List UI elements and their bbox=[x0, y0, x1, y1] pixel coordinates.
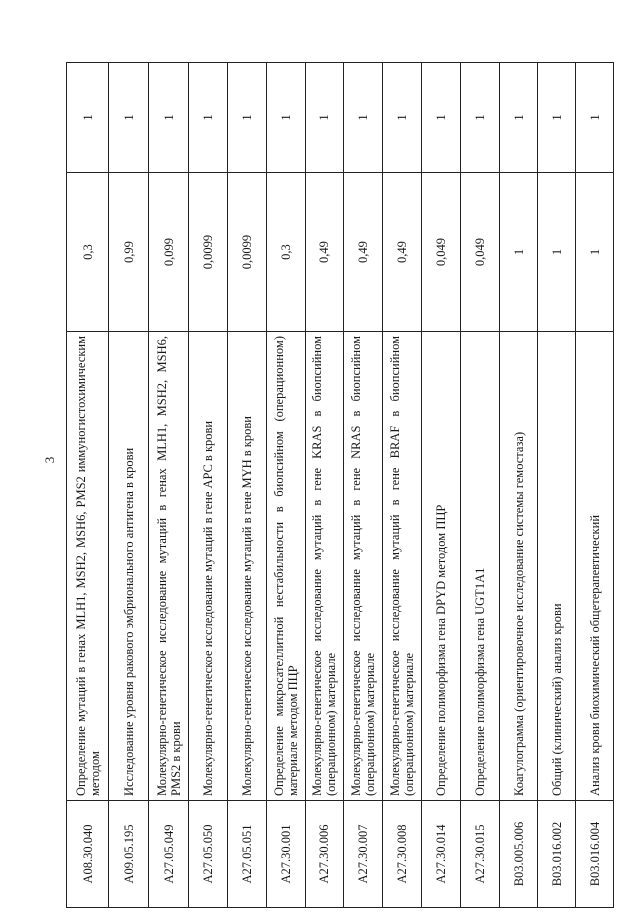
service-name-cell: Определение мутаций в генах MLH1, MSH2, MSH6, PMS2 иммуногистохимическим методом bbox=[67, 332, 109, 801]
service-code-cell: B03.005.006 bbox=[499, 801, 538, 908]
multiplicity-cell: 1 bbox=[189, 63, 228, 173]
frequency-cell: 1 bbox=[499, 173, 538, 332]
table-row bbox=[67, 63, 109, 908]
table-row bbox=[189, 63, 228, 908]
multiplicity-cell: 1 bbox=[538, 63, 576, 173]
table-row bbox=[344, 63, 383, 908]
service-name-cell: Молекулярно-генетическое исследование мутаций в гене NRAS в биопсийном (операционном) материале bbox=[344, 332, 383, 801]
service-name-cell: Анализ крови биохимический общетерапевтический bbox=[576, 332, 614, 801]
table-row bbox=[149, 63, 189, 908]
multiplicity-cell: 1 bbox=[266, 63, 305, 173]
table-row bbox=[383, 63, 422, 908]
service-name-cell: Определение полиморфизма гена DPYD методом ПЦР bbox=[422, 332, 461, 801]
services-table-wrapper bbox=[66, 62, 614, 908]
multiplicity-cell: 1 bbox=[149, 63, 189, 173]
multiplicity-cell: 1 bbox=[344, 63, 383, 173]
table-row bbox=[460, 63, 499, 908]
frequency-cell: 0,099 bbox=[149, 173, 189, 332]
frequency-cell: 0,049 bbox=[422, 173, 461, 332]
service-name-cell: Молекулярно-генетическое исследование мутаций в гене KRAS в биопсийном (операционном) материале bbox=[305, 332, 344, 801]
service-code-cell: A27.30.008 bbox=[383, 801, 422, 908]
table-row bbox=[422, 63, 461, 908]
multiplicity-cell: 1 bbox=[499, 63, 538, 173]
service-code-cell: A27.05.050 bbox=[189, 801, 228, 908]
page-number: 3 bbox=[42, 456, 57, 464]
multiplicity-cell: 1 bbox=[227, 63, 266, 173]
service-code-cell: A27.05.051 bbox=[227, 801, 266, 908]
frequency-cell: 0,0099 bbox=[227, 173, 266, 332]
multiplicity-cell: 1 bbox=[576, 63, 614, 173]
table-row bbox=[266, 63, 305, 908]
table-row bbox=[538, 63, 576, 908]
table-row bbox=[499, 63, 538, 908]
multiplicity-cell: 1 bbox=[460, 63, 499, 173]
multiplicity-cell: 1 bbox=[422, 63, 461, 173]
frequency-cell: 0,49 bbox=[305, 173, 344, 332]
table-row bbox=[227, 63, 266, 908]
service-code-cell: A27.30.014 bbox=[422, 801, 461, 908]
frequency-cell: 0,049 bbox=[460, 173, 499, 332]
frequency-cell: 0,3 bbox=[67, 173, 109, 332]
table-row bbox=[305, 63, 344, 908]
multiplicity-cell: 1 bbox=[67, 63, 109, 173]
frequency-cell: 0,99 bbox=[109, 173, 149, 332]
service-code-cell: B03.016.004 bbox=[576, 801, 614, 908]
service-name-cell: Коагулограмма (ориентировочное исследование системы гемостаза) bbox=[499, 332, 538, 801]
medical-services-table bbox=[66, 62, 614, 908]
frequency-cell: 0,49 bbox=[383, 173, 422, 332]
service-name-cell: Общий (клинический) анализ крови bbox=[538, 332, 576, 801]
multiplicity-cell: 1 bbox=[383, 63, 422, 173]
multiplicity-cell: 1 bbox=[109, 63, 149, 173]
service-code-cell: A09.05.195 bbox=[109, 801, 149, 908]
service-code-cell: A27.30.007 bbox=[344, 801, 383, 908]
frequency-cell: 0,3 bbox=[266, 173, 305, 332]
service-code-cell: A27.30.015 bbox=[460, 801, 499, 908]
service-code-cell: A27.05.049 bbox=[149, 801, 189, 908]
service-name-cell: Определение микросателлитной нестабильности в биопсийном (операционном) материале методом ПЦР bbox=[266, 332, 305, 801]
table-row bbox=[109, 63, 149, 908]
frequency-cell: 0,49 bbox=[344, 173, 383, 332]
service-code-cell: A08.30.040 bbox=[67, 801, 109, 908]
service-name-cell: Молекулярно-генетическое исследование мутаций в гене APC в крови bbox=[189, 332, 228, 801]
service-code-cell: B03.016.002 bbox=[538, 801, 576, 908]
table-row bbox=[576, 63, 614, 908]
frequency-cell: 1 bbox=[538, 173, 576, 332]
service-name-cell: Молекулярно-генетическое исследование мутаций в генах MLH1, MSH2, MSH6, PMS2 в крови bbox=[149, 332, 189, 801]
service-code-cell: A27.30.006 bbox=[305, 801, 344, 908]
service-name-cell: Исследование уровня ракового эмбрионального антигена в крови bbox=[109, 332, 149, 801]
multiplicity-cell: 1 bbox=[305, 63, 344, 173]
frequency-cell: 0,0099 bbox=[189, 173, 228, 332]
service-name-cell: Определение полиморфизма гена UGT1A1 bbox=[460, 332, 499, 801]
service-name-cell: Молекулярно-генетическое исследование мутаций в гене BRAF в биопсийном (операционном) материале bbox=[383, 332, 422, 801]
service-code-cell: A27.30.001 bbox=[266, 801, 305, 908]
service-name-cell: Молекулярно-генетическое исследование мутаций в гене MYH в крови bbox=[227, 332, 266, 801]
frequency-cell: 1 bbox=[576, 173, 614, 332]
